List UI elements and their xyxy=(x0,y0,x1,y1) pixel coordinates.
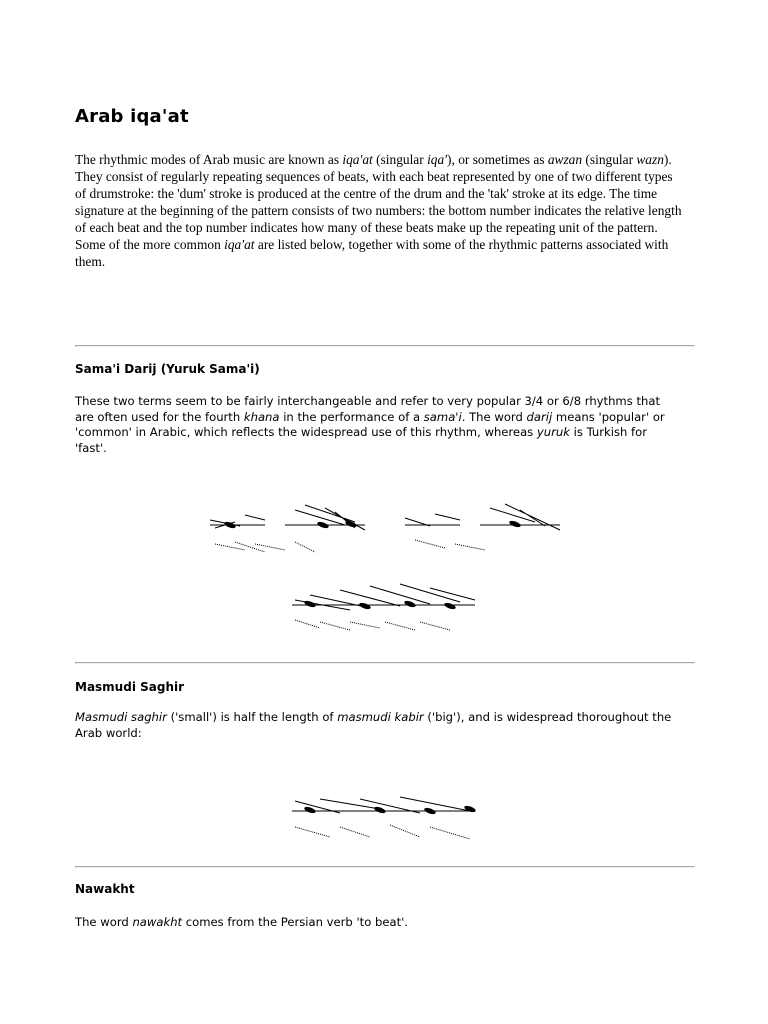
section-title-masmudi-saghir: Masmudi Saghir xyxy=(75,680,185,694)
italic-term: wazn xyxy=(636,152,664,167)
italic-term: darij xyxy=(526,409,553,424)
text-run: in the performance of a xyxy=(279,409,424,424)
italic-term: iqa' xyxy=(427,152,448,167)
section-title-nawakht: Nawakht xyxy=(75,882,135,896)
italic-term: yuruk xyxy=(536,425,570,439)
section-divider xyxy=(75,662,695,664)
text-run: means 'popular' or 'common' in Arabic, which reflects the widespread use of this rhythm, whereas xyxy=(75,409,665,439)
text-run: ('small') is half the length of xyxy=(166,710,338,724)
page-title: Arab iqa'at xyxy=(75,106,189,127)
section-text-nawakht xyxy=(75,915,675,931)
italic-term: khana xyxy=(243,409,280,424)
section-text-samai-darij xyxy=(75,394,675,456)
text-run: The rhythmic modes of Arab music are known as xyxy=(75,152,343,167)
italic-term: awzan xyxy=(547,152,583,167)
section-title-samai-darij: Sama'i Darij (Yuruk Sama'i) xyxy=(75,362,260,376)
italic-term: nawakht xyxy=(132,915,183,929)
text-run: (singular xyxy=(372,152,428,167)
section-divider xyxy=(75,345,695,347)
text-run: are listed below, together with some of the rhythmic patterns associated with them. xyxy=(75,237,669,269)
text-run: ). They consist of regularly repeating sequences of beats, with each beat represented by one of two different types of drumstroke: the 'dum' stroke is produced at the centre of the drum and the 'tak' stroke at its edge. The time signature at the beginning of the pattern consists of two numbers: the bottom number indicates the relative length of each beat and the top number indicates how many of these beats make up the repeating unit of the pattern. Some of the more common xyxy=(75,152,682,252)
section-divider xyxy=(75,866,695,868)
rhythm-notation-image xyxy=(290,795,480,845)
italic-term: iqa'at xyxy=(224,237,255,252)
rhythm-notation-image xyxy=(205,500,565,560)
text-run: comes from the Persian verb 'to beat'. xyxy=(182,915,408,929)
text-run: These two terms seem to be fairly interchangeable and refer to very popular 3/4 or 6/8 rhythms that are often used for the fourth xyxy=(75,394,660,424)
intro-paragraph xyxy=(75,151,687,270)
italic-term: masmudi kabir xyxy=(337,710,424,724)
italic-term: sama'i xyxy=(423,409,462,424)
text-run: (singular xyxy=(582,152,637,167)
text-run: ('big'), and is widespread thoroughout the Arab world: xyxy=(75,710,672,740)
italic-term: iqa'at xyxy=(342,152,373,167)
text-run: . The word xyxy=(461,409,527,424)
section-text-masmudi-saghir xyxy=(75,710,675,741)
rhythm-notation-image xyxy=(290,580,480,640)
text-run: is Turkish for 'fast'. xyxy=(75,425,647,455)
text-run: The word xyxy=(75,915,133,929)
italic-term: Masmudi saghir xyxy=(75,710,167,724)
text-run: ), or sometimes as xyxy=(447,152,548,167)
